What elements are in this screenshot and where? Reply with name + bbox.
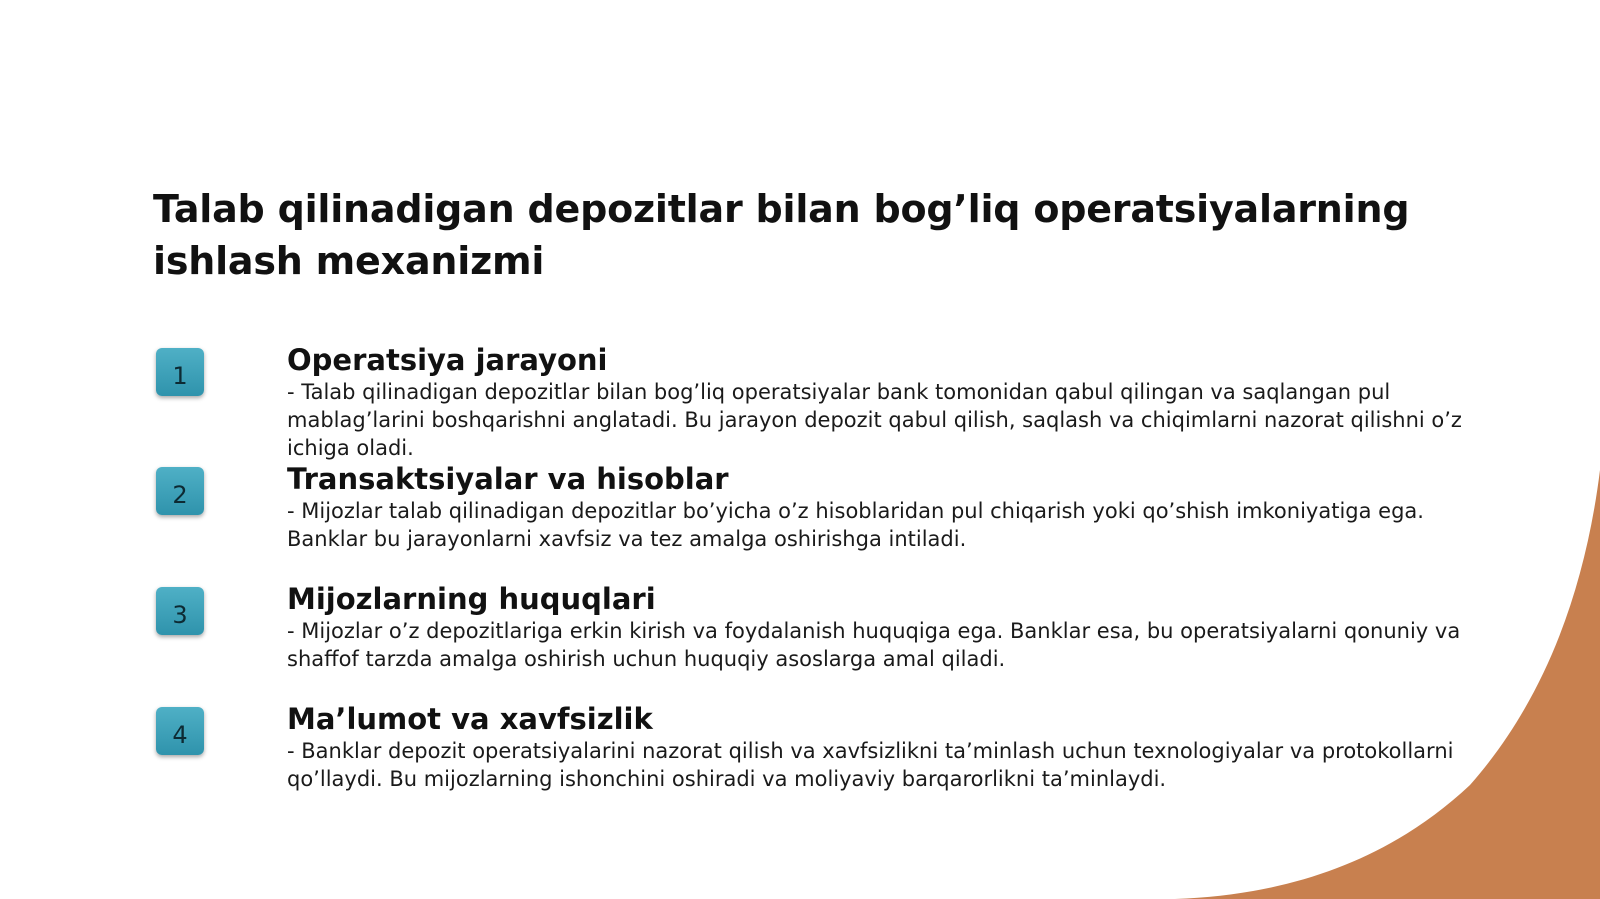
item-heading: Transaktsiyalar va hisoblar [287, 462, 729, 496]
item-description: - Mijozlar o’z depozitlariga erkin kirish va foydalanish huquqiga ega. Banklar esa, bu operatsiyalarni qonuniy va shaffof tarzda amalga oshirish uchun huquqiy asoslarga amal qiladi. [287, 619, 1461, 671]
item-description: - Banklar depozit operatsiyalarini nazorat qilish va xavfsizlikni ta’minlash uchun texnologiyalar va protokollarni qo’llaydi. Bu mijozlarning ishonchini oshiradi va moliyaviy barqarorlikni ta’minlaydi. [287, 739, 1454, 791]
item-heading: Ma’lumot va xavfsizlik [287, 702, 653, 736]
item-heading: Mijozlarning huquqlari [287, 582, 656, 616]
item-description: - Talab qilinadigan depozitlar bilan bog’liq operatsiyalar bank tomonidan qabul qilingan va saqlangan pul mablag’larini boshqarishni anglatadi. Bu jarayon depozit qabul qilish, saqlash va chiqimlarni nazorat qilishni o’z ichiga oladi. [287, 380, 1462, 460]
number-badge: 2 [156, 467, 204, 515]
item-heading: Operatsiya jarayoni [287, 343, 608, 377]
number-badge: 4 [156, 707, 204, 755]
slide-title: Talab qilinadigan depozitlar bilan bog’liq operatsiyalarning ishlash mexanizmi [153, 187, 1410, 283]
number-badge: 3 [156, 587, 204, 635]
item-description: - Mijozlar talab qilinadigan depozitlar bo’yicha o’z hisoblaridan pul chiqarish yoki qo’shish imkoniyatiga ega. Banklar bu jarayonlarni xavfsiz va tez amalga oshirishga intiladi. [287, 499, 1424, 551]
number-badge: 1 [156, 348, 204, 396]
